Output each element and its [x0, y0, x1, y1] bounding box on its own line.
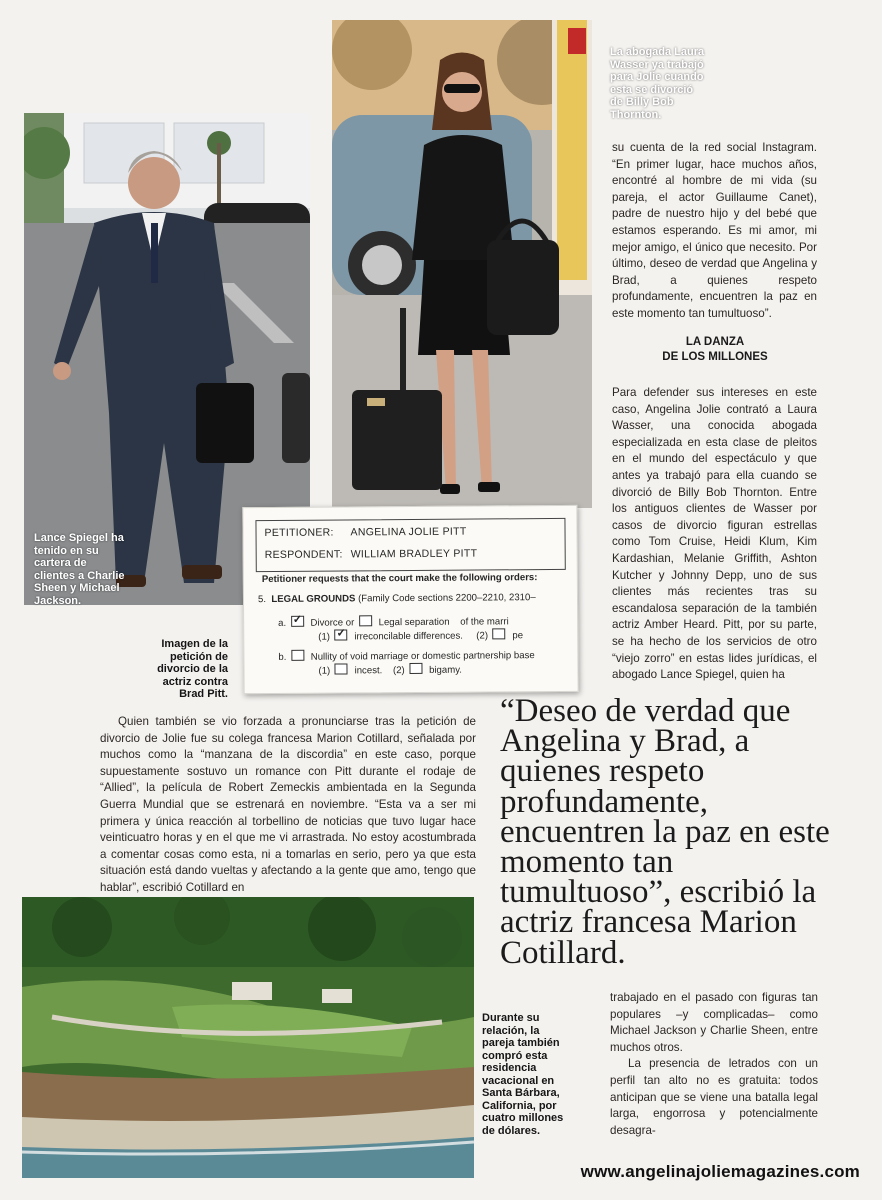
nullity-label: Nullity of void marriage or domestic partnership base: [310, 650, 535, 663]
photo-laura-wasser: [332, 20, 592, 508]
of-the-marriage-label: of the marri: [460, 616, 509, 628]
caption-laura-wasser: La abogada Laura Wasser ya trabajó para Jolie cuando esta se divorció de Billy Bob Thornton.: [610, 46, 705, 121]
item-b-label: b.: [278, 651, 287, 663]
article-col-right-mid: [612, 385, 817, 684]
section-heading: [640, 335, 790, 365]
respondent-label: RESPONDENT:: [264, 548, 343, 562]
article-col-right-bottom: [610, 990, 818, 1139]
caption-residence: Durante su relación, la pareja también compró esta residencia vacacional en Santa Bárbara, California, por cuatro millones de dólares.: [482, 1012, 564, 1137]
incest-label: incest.: [354, 665, 383, 677]
petition-header-box: [255, 518, 565, 572]
item-2-checkbox: [493, 628, 506, 639]
bigamy-checkbox: [409, 663, 422, 674]
nullity-line: [278, 648, 534, 663]
footer-url[interactable]: www.angelinajoliemagazines.com: [580, 1162, 860, 1181]
grounds-title: LEGAL GROUNDS: [271, 593, 356, 605]
paragraph: trabajado en el pasado con figuras tan populares –y complicadas– como Michael Jackson y Charlie Sheen, entre muchos otros.: [610, 991, 818, 1054]
petition-document-image: [242, 505, 578, 694]
section-heading-line2: DE LOS MILLONES: [662, 351, 768, 363]
caption-petition: Imagen de la petición de divorcio de la actriz contra Brad Pitt.: [157, 638, 228, 700]
divorce-label: Divorce: [310, 617, 344, 629]
bigamy-label: bigamy.: [429, 664, 462, 676]
legal-separation-label: Legal separation: [378, 616, 450, 629]
item-a-label: a.: [278, 617, 287, 629]
grounds-number: 5.: [257, 594, 267, 606]
photo-santa-barbara-residence: [22, 897, 474, 1178]
article-col-left-mid: [100, 714, 476, 897]
request-line: Petitioner requests that the court make the following orders:: [261, 572, 538, 586]
paragraph: Para defender sus intereses en este caso, Angelina Jolie contrató a Laura Wasser, una conocida abogada especializada en esta clase de pleitos en el mundo del espectáculo y que antes ya trabajó para ella cuando se divorció de Billy Bob Thornton. Entre los antiguos clientes de Wasser por casos de divorcio figuran estrellas como Tom Cruise, Heidi Klum, Kim Kardashian, Melanie Griffith, Ashton Kutcher y Johnny Depp, uno de sus clientes más recientes tras su escandalosa separación de la también actriz Amber Heard. Pitt, por su parte, se ha hecho de los servicios de otro “viejo zorro” en estas lides jurídicas, el abogado Lance Spiegel, quien ha: [612, 386, 817, 682]
item-2-label: (2): [392, 665, 405, 677]
article-col-right-top: [612, 140, 817, 323]
or-label: or: [345, 617, 355, 629]
divorce-line: [278, 614, 509, 629]
caption-lance-spiegel: Lance Spiegel ha tenido en su cartera de clientes a Charlie Sheen y Michael Jackson.: [34, 532, 125, 607]
petitioner-label: PETITIONER:: [264, 526, 334, 540]
irreconcilable-checkbox: [335, 629, 348, 640]
laura-wasser-illustration: [332, 20, 592, 508]
grounds-sections: (Family Code sections 2200–2210, 2310–: [358, 592, 536, 605]
pull-quote: “Deseo de verdad que Angelina y Brad, a quienes respeto profundamente, encuentren la paz en este momento tan tumultuoso”, escribió la actriz francesa Marion Cotillard.: [500, 693, 830, 971]
legal-separation-checkbox: [359, 615, 372, 626]
section-heading-line1: LA DANZA: [685, 336, 745, 348]
incest-checkbox: [335, 663, 348, 674]
item-1-label: (1): [318, 631, 331, 643]
legal-grounds-line: [258, 592, 536, 605]
irreconcilable-line: [318, 628, 523, 642]
petitioner-value: ANGELINA JOLIE PITT: [350, 525, 467, 539]
respondent-value: WILLIAM BRADLEY PITT: [350, 547, 478, 561]
item-2-label: (2): [476, 630, 489, 642]
residence-aerial-illustration: [22, 897, 474, 1178]
incest-bigamy-line: [318, 663, 462, 677]
irreconcilable-label: irreconcilable differences.: [354, 630, 463, 643]
paragraph: La presencia de letrados con un perfil tan alto no es gratuita: todos anticipan que se viene una batalla legal larga, engorrosa y potencialmente desagra-: [610, 1057, 818, 1137]
divorce-checkbox: [291, 616, 304, 627]
item-1-label: (1): [318, 665, 331, 677]
item-2-text: pe: [512, 630, 524, 642]
nullity-checkbox: [291, 650, 304, 661]
paragraph: su cuenta de la red social Instagram. “En primer lugar, hace muchos años, encontré al hombre de mi vida (su pareja, el actor Guillaume Canet), padre de nuestro hijo y del bebé que estamos esperando. Es mi amor, mi mejor amigo, el único que necesito. Por último, deseo de verdad que Angelina y Brad, a quienes respeto profundamente, encuentren la paz en este momento tan tumultuoso”.: [612, 141, 817, 320]
paragraph: Quien también se vio forzada a pronunciarse tras la petición de divorcio de Jolie fue su colega francesa Marion Cotillard, señalada por muchos como la “manzana de la discordia” en este caso, porque supuestamente sostuvo un romance con Pitt durante el rodaje de “Allied”, la película de Robert Zemeckis ambientada en la Segunda Guerra Mundial que se estrenará en noviembre. “Esta va a ser mi primera y única reacción al torbellino de noticias que tuvo lugar hace veinticuatro horas y en el que me vi arrastrada. No estoy acostumbrada a comentar cosas como esta, ni a tomarlas en serio, pero ya que esta situación está dando vueltas y afectando a la gente que amo, tengo que hablar”, escribió Cotillard en: [100, 715, 476, 894]
